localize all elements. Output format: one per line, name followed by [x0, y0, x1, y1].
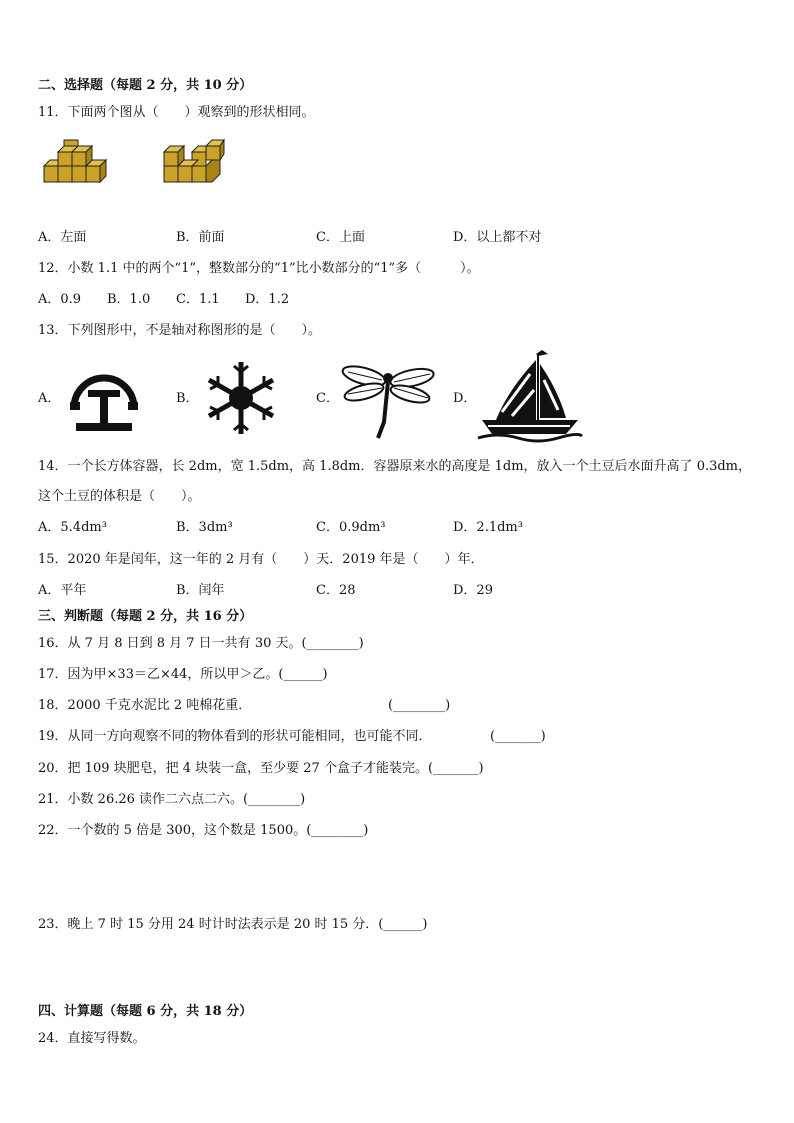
- question-21-text: 21．小数 26.26 读作二六点二六。(________): [38, 792, 306, 807]
- question-17-text: 17．因为甲×33＝乙×44，所以甲＞乙。(______): [38, 667, 328, 682]
- question-13-text: 13．下列图形中，不是轴对称图形的是（ ）。: [38, 323, 322, 338]
- snowflake-figure: [202, 358, 280, 438]
- question-14-text-line2: 这个土豆的体积是（ ）。: [38, 489, 201, 504]
- section3-heading: 三、判断题（每题 2 分，共 16 分）: [38, 609, 253, 624]
- cube-figure-right: [162, 140, 224, 186]
- q15-option-a: A．平年: [38, 583, 87, 598]
- question-20-text: 20．把 109 块肥皂，把 4 块装一盒，至少要 27 个盒子才能装完。(_______): [38, 761, 484, 776]
- question-16-text: 16．从 7 月 8 日到 8 月 7 日一共有 30 天。(________): [38, 636, 364, 651]
- question-11-text: 11．下面两个图从（ ）观察到的形状相同。: [38, 105, 315, 120]
- question-19-blank: (_______): [490, 729, 546, 744]
- q12-option-c: C．1.1: [176, 292, 220, 307]
- dragonfly-figure: [342, 358, 434, 440]
- sailboat-figure: [478, 350, 582, 442]
- q13-option-b: B．: [176, 391, 199, 406]
- q14-option-d: D．2.1dm³: [453, 520, 523, 535]
- q14-option-b: B．3dm³: [176, 520, 233, 535]
- q13-option-a: A．: [38, 391, 61, 406]
- section2-heading: 二、选择题（每题 2 分，共 10 分）: [38, 78, 253, 93]
- question-24-text: 24．直接写得数。: [38, 1031, 146, 1046]
- question-18-blank: (________): [388, 698, 451, 713]
- question-18-text: 18．2000 千克水泥比 2 吨棉花重．: [38, 698, 252, 713]
- subway-logo-figure: [66, 358, 142, 438]
- q11-option-d: D．以上都不对: [453, 230, 542, 245]
- question-19-text: 19．从同一方向观察不同的物体看到的形状可能相同，也可能不同．: [38, 729, 432, 744]
- q12-option-a: A．0.9: [38, 292, 82, 307]
- q12-option-d: D．1.2: [245, 292, 290, 307]
- q14-option-a: A．5.4dm³: [38, 520, 107, 535]
- q11-option-a: A．左面: [38, 230, 87, 245]
- question-22-text: 22．一个数的 5 倍是 300，这个数是 1500。(________): [38, 823, 369, 838]
- cube-figure-left: [42, 142, 104, 186]
- q14-option-c: C．0.9dm³: [316, 520, 386, 535]
- question-12-text: 12．小数 1.1 中的两个“1”，整数部分的“1”比小数部分的“1”多（ ）。: [38, 261, 480, 276]
- question-14-text-line1: 14．一个长方体容器，长 2dm，宽 1.5dm，高 1.8dm．容器原来水的高度是 1dm，放入一个土豆后水面升高了 0.3dm，: [38, 459, 752, 474]
- q11-option-c: C．上面: [316, 230, 365, 245]
- q12-option-b: B．1.0: [107, 292, 151, 307]
- q11-option-b: B．前面: [176, 230, 225, 245]
- question-15-text: 15．2020 年是闰年，这一年的 2 月有（ ）天．2019 年是（ ）年．: [38, 552, 484, 567]
- q15-option-c: C．28: [316, 583, 356, 598]
- q15-option-d: D．29: [453, 583, 493, 598]
- question-23-text: 23．晚上 7 时 15 分用 24 时计时法表示是 20 时 15 分．(______): [38, 917, 428, 932]
- q13-option-c: C．: [316, 391, 339, 406]
- q13-option-d: D．: [453, 391, 477, 406]
- q15-option-b: B．闰年: [176, 583, 225, 598]
- section4-heading: 四、计算题（每题 6 分，共 18 分）: [38, 1004, 253, 1019]
